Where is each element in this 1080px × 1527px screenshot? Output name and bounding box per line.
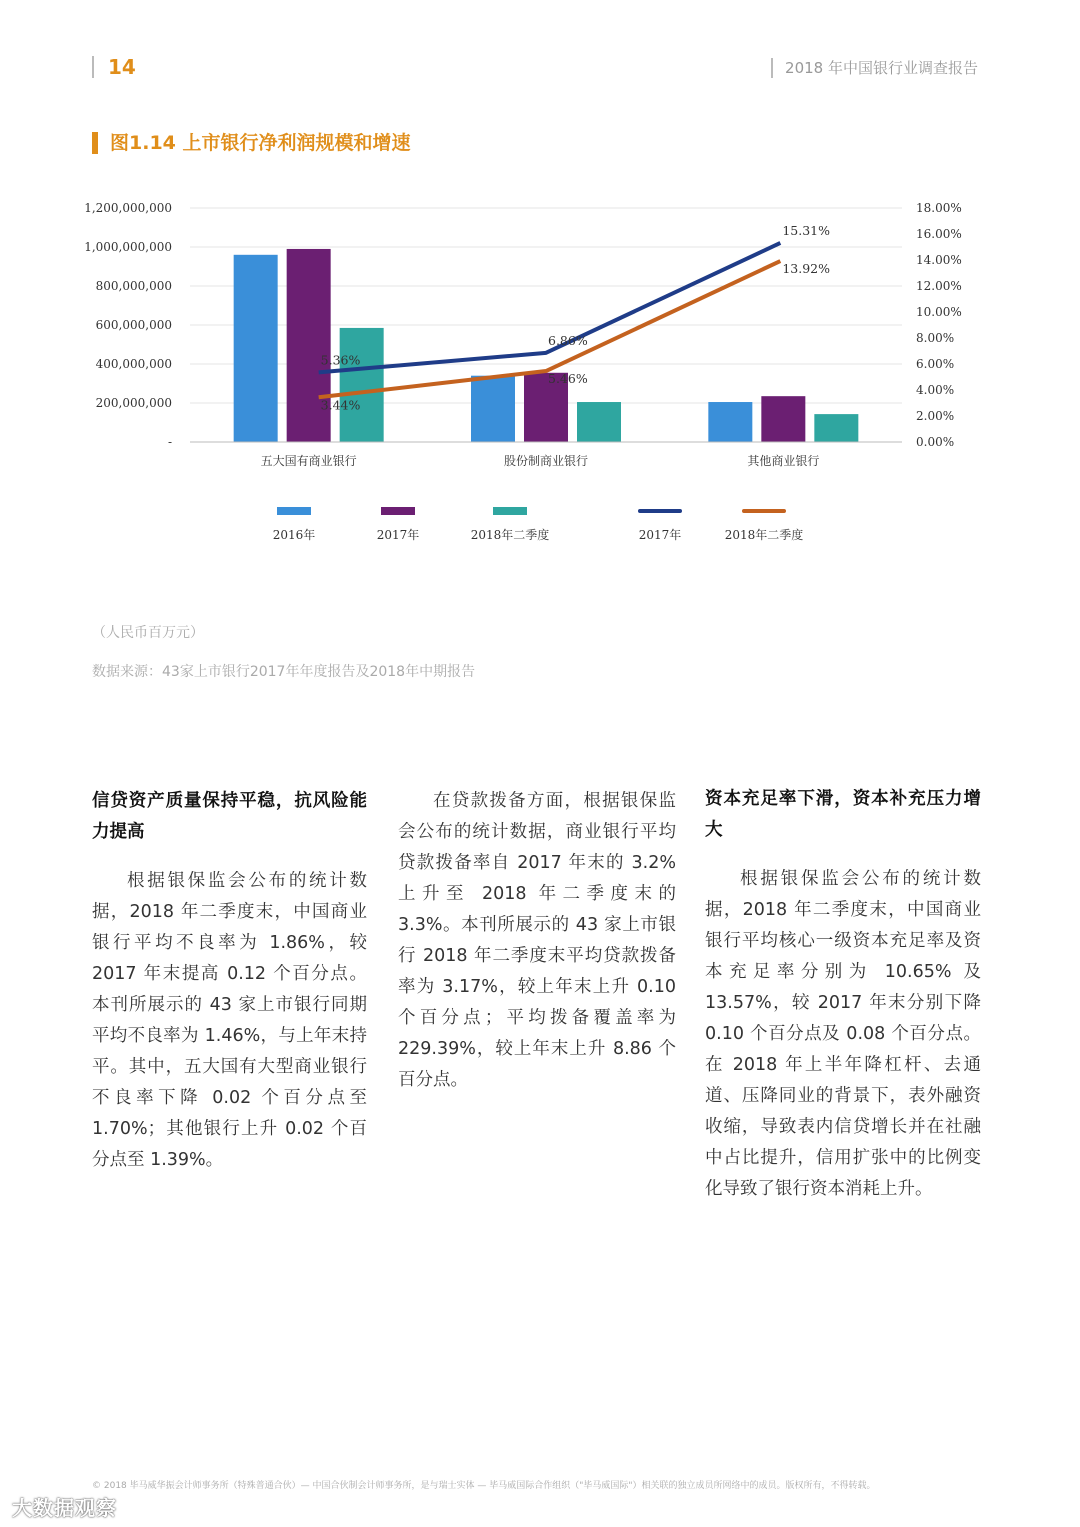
bar xyxy=(340,328,384,442)
unit-note: （人民币百万元） xyxy=(92,625,204,641)
line-data-label: 15.31% xyxy=(782,222,831,238)
x-category-label: 股份制商业银行 xyxy=(503,454,589,468)
legend-swatch xyxy=(493,507,527,515)
y-left-tick-label: 1,200,000,000 xyxy=(84,201,172,215)
y-right-tick-label: 12.00% xyxy=(916,279,962,293)
legend-label: 2016年 xyxy=(272,528,316,542)
bar xyxy=(577,402,621,442)
y-right-tick-label: 14.00% xyxy=(916,253,962,267)
y-right-tick-label: 16.00% xyxy=(916,227,962,241)
y-right-tick-label: 18.00% xyxy=(916,201,962,215)
bar xyxy=(761,396,805,442)
paragraph-asset-quality: 根据银保监会公布的统计数据，2018 年二季度末，中国商业银行平均不良率为 1.86%，较 2017 年末提高 0.12 个百分点。本刊所展示的 43 家上市银行同期平均不良率为 1.46%，与上年末持平。其中，五大国有大型商业银行不良率下降 0.02 个百分点至 1.70%；其他银行上升 0.02 个百分点至 1.39%。 xyxy=(92,871,367,1170)
column-middle xyxy=(398,786,676,1096)
paragraph-capital-adequacy: 根据银保监会公布的统计数据，2018 年二季度末，中国商业银行平均核心一级资本充足率及资本充足率分别为 10.65% 及 13.57%，较 2017 年末分别下降 0.10 个百分点及 0.08 个百分点。在 2018 年上半年降杠杆、去通道、压降同业的背景下，表外融资收缩，导致表内信贷增长并在社融中占比提升，信用扩张中的比例变化导致了银行资本消耗上升。 xyxy=(705,869,981,1199)
copyright-footer: © 2018 毕马威华振会计师事务所（特殊普通合伙）— 中国合伙制会计师事务所，是与瑞士实体 — 毕马威国际合作组织（"毕马威国际"）相关联的独立成员所网络中的成员。版权所有，不得转载。 xyxy=(92,1481,876,1491)
figure-title: 图1.14 上市银行净利润规模和增速 xyxy=(92,132,411,154)
column-right xyxy=(705,784,981,1205)
chart-lines xyxy=(319,223,830,412)
y-left-tick-label: - xyxy=(167,435,172,449)
y-right-tick-label: 0.00% xyxy=(916,435,955,449)
line-data-label: 13.92% xyxy=(782,261,831,277)
y-left-tick-label: 1,000,000,000 xyxy=(84,240,172,254)
x-category-label: 五大国有商业银行 xyxy=(260,454,357,468)
net-profit-chart xyxy=(0,180,1080,560)
report-title: 2018 年中国银行业调查报告 xyxy=(771,58,978,78)
legend-label: 2017年 xyxy=(638,528,682,542)
page-number: 14 xyxy=(92,56,136,78)
legend-swatch xyxy=(381,507,415,515)
line-data-label: 6.86% xyxy=(548,332,588,348)
line-series xyxy=(319,243,781,372)
bar xyxy=(287,249,331,442)
bar xyxy=(471,376,515,442)
bar xyxy=(234,255,278,442)
y-right-tick-label: 6.00% xyxy=(916,357,955,371)
chart-legend xyxy=(273,507,804,542)
y-right-tick-label: 4.00% xyxy=(916,383,955,397)
y-left-tick-label: 600,000,000 xyxy=(95,318,172,332)
line-data-label: 5.36% xyxy=(320,352,361,368)
y-left-tick-label: 400,000,000 xyxy=(95,357,172,371)
y-right-tick-label: 10.00% xyxy=(916,305,962,319)
y-left-tick-label: 200,000,000 xyxy=(95,396,172,410)
chart-bars xyxy=(234,249,859,442)
line-data-label: 5.46% xyxy=(548,371,588,387)
legend-label: 2018年二季度 xyxy=(470,528,550,542)
x-category-label: 其他商业银行 xyxy=(747,454,820,468)
section-heading-asset-quality: 信贷资产质量保持平稳，抗风险能力提高 xyxy=(92,791,367,842)
bar xyxy=(708,402,752,442)
source-note: 数据来源：43家上市银行2017年年度报告及2018年中期报告 xyxy=(92,664,476,680)
legend-label: 2018年二季度 xyxy=(724,528,804,542)
line-data-label: 3.44% xyxy=(320,397,361,413)
y-left-tick-label: 800,000,000 xyxy=(95,279,172,293)
paragraph-loan-provision: 在贷款拨备方面，根据银保监会公布的统计数据，商业银行平均贷款拨备率自 2017 年末的 3.2% 上升至 2018 年二季度末的 3.3%。本刊所展示的 43 家上市银行 2018 年二季度末平均贷款拨备率为 3.17%，较上年末上升 0.10 个百分点；平均拨备覆盖率为 229.39%，较上年末上升 8.86 个百分点。 xyxy=(398,791,676,1090)
legend-swatch xyxy=(277,507,311,515)
y-right-tick-label: 2.00% xyxy=(916,409,955,423)
legend-label: 2017年 xyxy=(376,528,420,542)
section-heading-capital-adequacy: 资本充足率下滑，资本补充压力增大 xyxy=(705,789,981,840)
watermark-logo: 大数据观察 xyxy=(12,1496,117,1520)
column-left xyxy=(92,786,367,1176)
bar xyxy=(814,414,858,442)
y-right-tick-label: 8.00% xyxy=(916,331,955,345)
